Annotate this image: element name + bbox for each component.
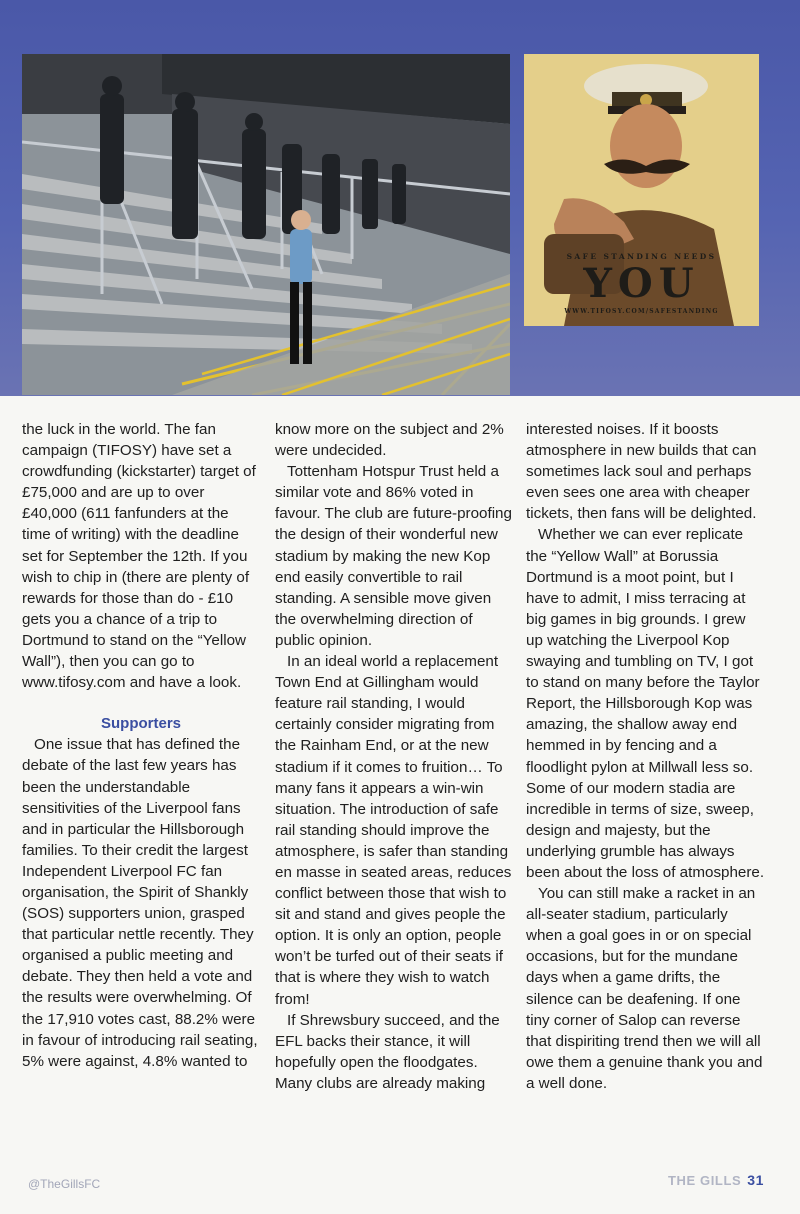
poster-url: WWW.TIFOSY.COM/SAFESTANDING — [564, 308, 719, 315]
article-column-3 — [526, 419, 766, 1094]
section-heading-supporters: Supporters — [100, 715, 181, 733]
footer-page-number: 31 — [747, 1172, 765, 1188]
column2-paragraph-2: Tottenham Hotspur Trust held a similar vote and 86% voted in favour. The club are future-proofing the design of their wonderful new stadium by making the new Kop end easily convertible to rail standing. A sensible move given the overwhelming direction of public opinion. — [275, 463, 512, 649]
column1-paragraph-1: the luck in the world. The fan campaign (TIFOSY) have set a crowdfunding (kickstarter) target of £75,000 and are up to over £40,000 (611 fanfunders at the time of writing) with the deadline set for September the 12th. If you wish to chip in (there are plenty of rewards for those than do - £10 gets you a chance of a trip to Dortmund to stand on the “Yellow Wall”), then you can go to www.tifosy.com and have a look. — [22, 421, 256, 692]
column3-paragraph-1: interested noises. If it boosts atmosphere in new builds that can sometimes lack soul and perhaps even sees one area with cheaper tickets, then fans will be delighted. — [526, 421, 757, 523]
article-column-1 — [22, 419, 260, 1072]
kitchener-pointing-poster — [524, 54, 759, 326]
footer-twitter-handle: @TheGillsFC — [28, 1177, 101, 1191]
column1-paragraph-2: One issue that has defined the debate of the last few years has been the understandable sensitivities of the Liverpool fans and in particular the Hillsborough families. To their credit the largest Independent Liverpool FC fan organisation, the Spirit of Shankly (SOS) supporters union, grasped that particular nettle recently. They organised a public meeting and debate. They then held a vote and the results were overwhelming. Of the 17,910 votes cast, 88.2% were in favour of introducing rail seating, 5% were against, 4.8% wanted to — [22, 736, 258, 1070]
footer-magazine-name: THE GILLS — [668, 1173, 742, 1188]
poster-headline: YOU — [583, 260, 700, 307]
poster-tagline: SAFE STANDING NEEDS — [566, 252, 717, 261]
column3-paragraph-3: You can still make a racket in an all-seater stadium, particularly when a goal goes in or on special occasions, but for the mundane days when a game drifts, the silence can be deafening. If one tiny corner of Salop can reverse that dispiriting trend then we will all owe them a genuine thank you and a well done. — [526, 885, 763, 1092]
column2-paragraph-4: If Shrewsbury succeed, and the EFL backs their stance, it will hopefully open the floodgates. Many clubs are already making — [275, 1011, 500, 1092]
column2-paragraph-1: know more on the subject and 2% were undecided. — [275, 421, 504, 460]
stadium-terrace-photo — [22, 54, 510, 395]
column2-paragraph-3: In an ideal world a replacement Town End at Gillingham would feature rail standing, I would certainly consider migrating from the Rainham End, or at the new stadium if it comes to fruition… To many fans it appears a win-win situation. The introduction of safe rail standing should improve the atmosphere, is safer than standing en masse in seated areas, reduces conflict between those that wish to sit and stand and gives people the option. It is only an option, people won’t be turfed out of their seats if that is where they wish to watch from! — [275, 653, 512, 1008]
stadium-photo-illustration — [22, 54, 510, 395]
footer-page-label — [668, 1172, 764, 1188]
article-column-2 — [275, 419, 515, 1094]
column3-paragraph-2: Whether we can ever replicate the “Yellow Wall” at Borussia Dortmund is a moot point, but I have to admit, I miss terracing at big games in big grounds. I grew up watching the Liverpool Kop swaying and tumbling on TV, I got to stand on many before the Taylor Report, the Hillsborough Kop was amazing, the shallow away end hemmed in by fencing and a floodlight pylon at Millwall less so. Some of our modern stadia are incredible in terms of size, sweep, design and majesty, but the underlying grumble has always been about the loss of atmosphere. — [526, 526, 765, 881]
